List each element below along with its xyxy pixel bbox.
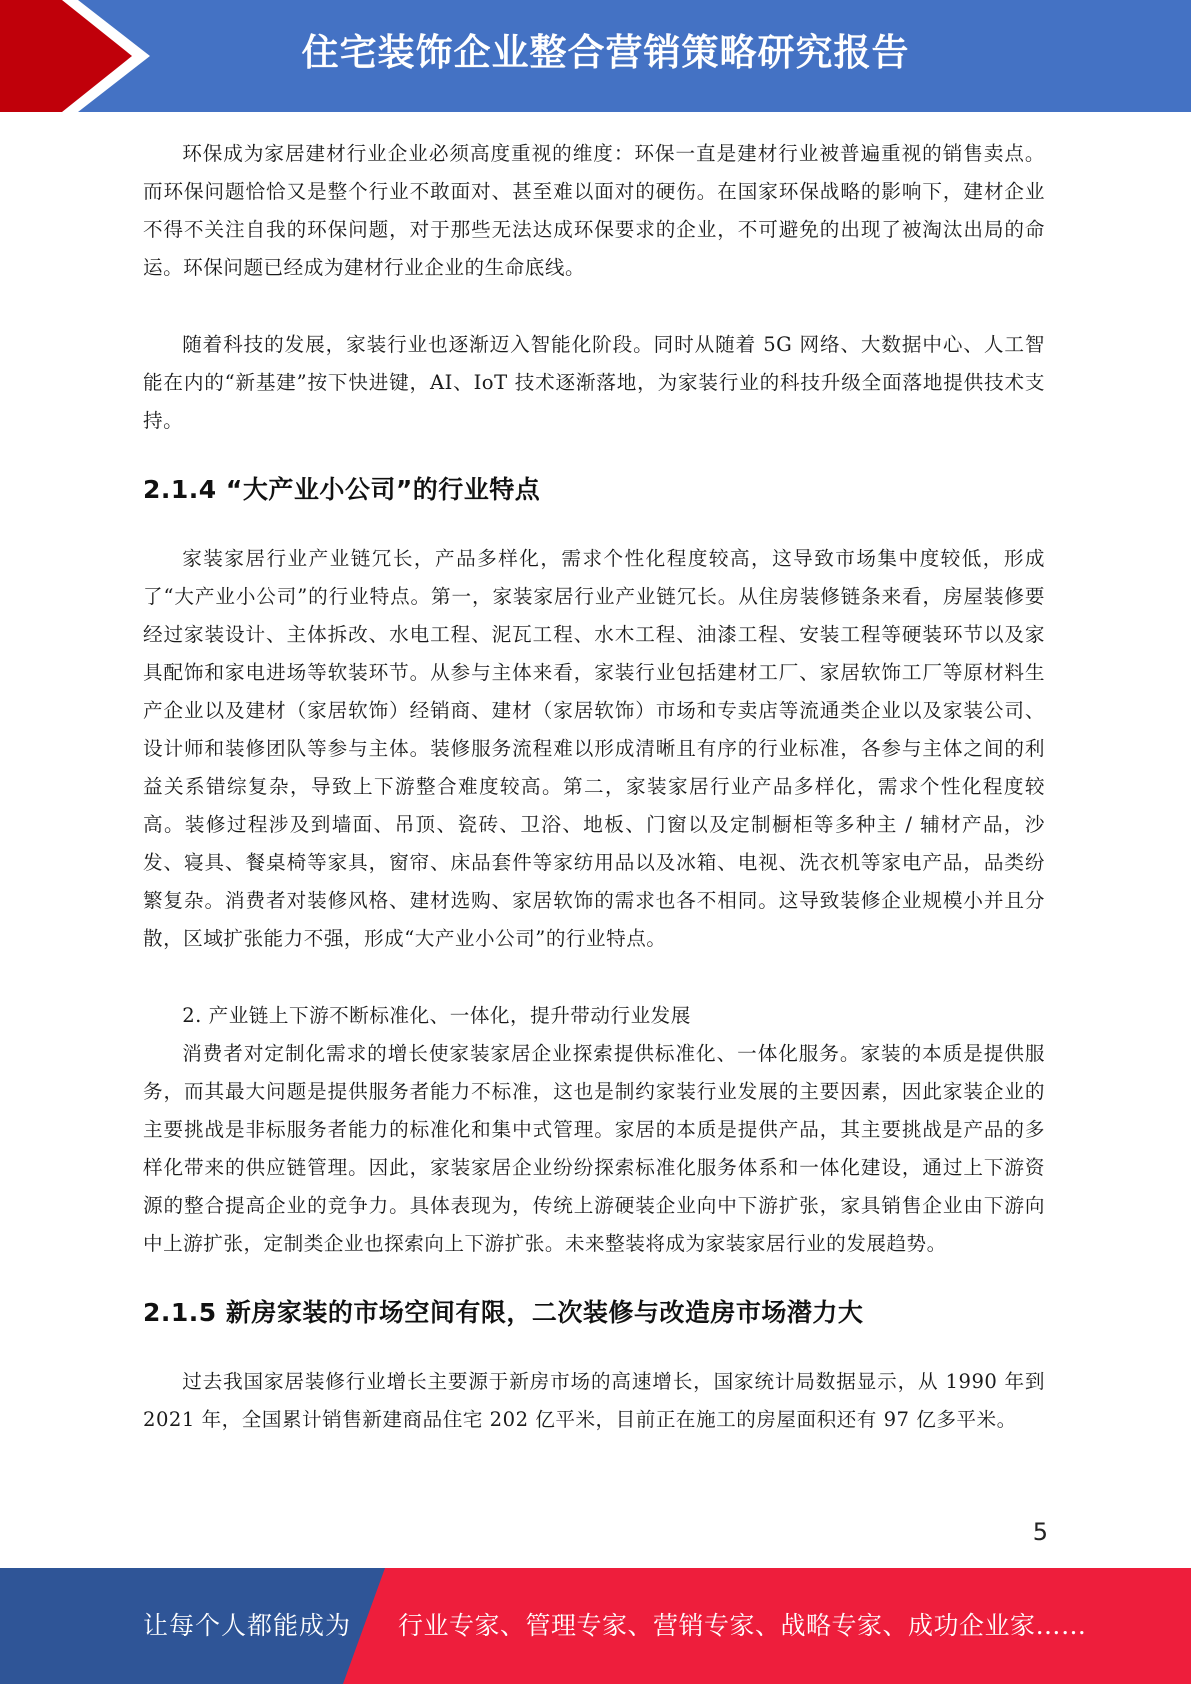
paragraph-environment: 环保成为家居建材行业企业必须高度重视的维度：环保一直是建材行业被普遍重视的销售卖点。而环保问题恰恰又是整个行业不敢面对、甚至难以面对的硬伤。在国家环保战略的影响下，建材企业不得不关注自我的环保问题，对于那些无法达成环保要求的企业，不可避免的出现了被淘汰出局的命运。环保问题已经成为建材行业企业的生命底线。	[143, 142, 1045, 279]
document-body	[143, 135, 1045, 1439]
paragraph-industry-features: 家装家居行业产业链冗长，产品多样化，需求个性化程度较高，这导致市场集中度较低，形成了“大产业小公司”的行业特点。第一，家装家居行业产业链冗长。从住房装修链条来看，房屋装修要经过家装设计、主体拆改、水电工程、泥瓦工程、水木工程、油漆工程、安装工程等硬装环节以及家具配饰和家电进场等软装环节。从参与主体来看，家装行业包括建材工厂、家居软饰工厂等原材料生产企业以及建材（家居软饰）经销商、建材（家居软饰）市场和专卖店等流通类企业以及家装公司、设计师和装修团队等参与主体。装修服务流程难以形成清晰且有序的行业标准，各参与主体之间的利益关系错综复杂，导致上下游整合难度较高。第二，家装家居行业产品多样化，需求个性化程度较高。装修过程涉及到墙面、吊顶、瓷砖、卫浴、地板、门窗以及定制橱柜等多种主 / 辅材产品，沙发、寝具、餐桌椅等家具，窗帘、床品套件等家纺用品以及冰箱、电视、洗衣机等家电产品，品类纷繁复杂。消费者对装修风格、建材选购、家居软饰的需求也各不相同。这导致装修企业规模小并且分散，区域扩张能力不强，形成“大产业小公司”的行业特点。	[143, 547, 1045, 950]
page-footer	[0, 1568, 1191, 1684]
footer-slogan-roles: 行业专家、管理专家、营销专家、战略专家、成功企业家……	[398, 1611, 1087, 1640]
numbered-item-2: 2. 产业链上下游不断标准化、一体化，提升带动行业发展	[182, 1004, 691, 1027]
section-heading-2-1-5: 2.1.5 新房家装的市场空间有限，二次装修与改造房市场潜力大	[143, 1298, 864, 1327]
page-number: 5	[1032, 1518, 1048, 1546]
report-title: 住宅装饰企业整合营销策略研究报告	[301, 31, 910, 74]
paragraph-technology: 随着科技的发展，家装行业也逐渐迈入智能化阶段。同时从随着 5G 网络、大数据中心、人工智能在内的“新基建”按下快进键，AI、IoT 技术逐渐落地，为家装行业的科技升级全面落地提供技术支持。	[143, 333, 1045, 432]
section-heading-2-1-4: 2.1.4 “大产业小公司”的行业特点	[143, 475, 541, 504]
page-header	[0, 0, 1191, 112]
paragraph-standardization: 消费者对定制化需求的增长使家装家居企业探索提供标准化、一体化服务。家装的本质是提供服务，而其最大问题是提供服务者能力不标准，这也是制约家装行业发展的主要因素，因此家装企业的主要挑战是非标服务者能力的标准化和集中式管理。家居的本质是提供产品，其主要挑战是产品的多样化带来的供应链管理。因此，家装家居企业纷纷探索标准化服务体系和一体化建设，通过上下游资源的整合提高企业的竞争力。具体表现为，传统上游硬装企业向中下游扩张，家具销售企业由下游向中上游扩张，定制类企业也探索向上下游扩张。未来整装将成为家装家居行业的发展趋势。	[143, 1042, 1045, 1255]
footer-slogan-lead: 让每个人都能成为	[143, 1611, 352, 1640]
paragraph-housing-market: 过去我国家居装修行业增长主要源于新房市场的高速增长，国家统计局数据显示，从 1990 年到 2021 年，全国累计销售新建商品住宅 202 亿平米，目前正在施工的房屋面积还有 97 亿多平米。	[143, 1370, 1045, 1431]
